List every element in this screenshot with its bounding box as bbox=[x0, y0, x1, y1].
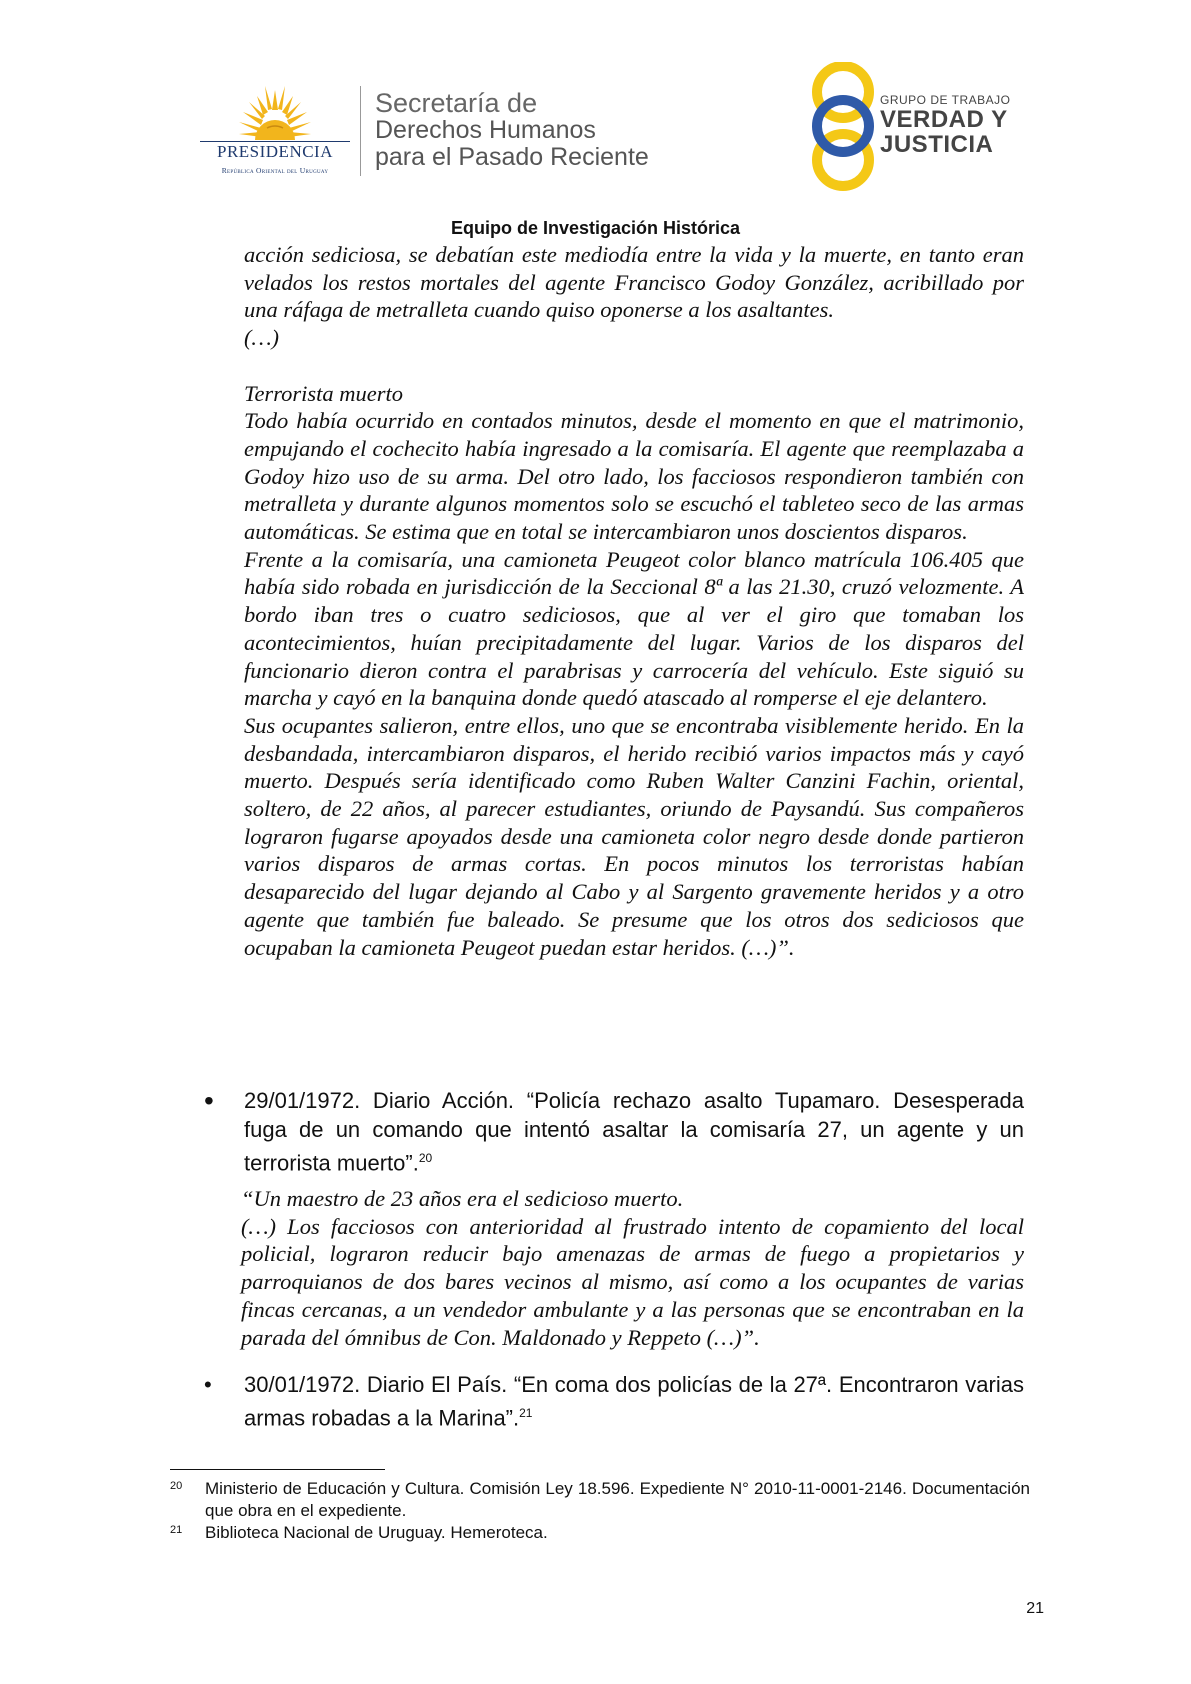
bullet-item-2 bbox=[204, 1370, 1024, 1432]
footnote-20 bbox=[170, 1478, 1030, 1522]
footnote-number: 21 bbox=[170, 1524, 183, 1536]
secretaria-line-3: para el Pasado Reciente bbox=[375, 143, 649, 171]
quote-block-1 bbox=[244, 241, 1024, 961]
team-title: Equipo de Investigación Histórica bbox=[450, 218, 741, 238]
presidencia-subtitle: República Oriental del Uruguay bbox=[221, 166, 329, 175]
quote-subheading: Terrorista muerto bbox=[244, 380, 403, 406]
quote-paragraph: “Un maestro de 23 años era el sedicioso muerto. bbox=[241, 1186, 684, 1211]
grupo-line-2: VERDAD Y bbox=[880, 106, 1008, 133]
footnote-text: Biblioteca Nacional de Uruguay. Hemeroteca. bbox=[205, 1523, 548, 1542]
footnotes bbox=[170, 1478, 1030, 1544]
quote-paragraph: Todo había ocurrido en contados minutos, desde el momento en que el matrimonio, empujando el cochecito había ingresado a la comisaría. El agente que reemplazaba a Godoy hizo uso de su arma. Del otro lado, los facciosos respondieron también con metralleta y durante algunos momentos solo se escuchó el tableteo seco de las armas automáticas. Se estima que en total se intercambiaron unos doscientos disparos. bbox=[244, 408, 1024, 545]
paragraph-gap bbox=[244, 352, 1024, 380]
footnote-ref[interactable]: 20 bbox=[418, 1151, 433, 1165]
footnote-number: 20 bbox=[170, 1480, 183, 1492]
secretaria-line-1: Secretaría de bbox=[375, 88, 538, 118]
secretaria-line-2: Derechos Humanos bbox=[375, 116, 596, 144]
footnote-text: Ministerio de Educación y Cultura. Comisión Ley 18.596. Expediente N° 2010-11-0001-2146. Documentación que obra en el expediente. bbox=[205, 1479, 1030, 1520]
quote-paragraph: Frente a la comisaría, una camioneta Peugeot color blanco matrícula 106.405 que había sido robada en jurisdicción de la Seccional 8ª a las 21.30, cruzó velozmente. A bordo iban tres o cuatro sediciosos, que al ver el giro que tomaban los acontecimientos, huían precipitadamente del lugar. Varios de los disparos del funcionario dieron contra el parabrisas y carrocería del vehículo. Este siguió su marcha y cayó en la banquina donde quedó atascado al romperse el eje delantero. bbox=[244, 546, 1024, 711]
page-header bbox=[0, 0, 1191, 240]
footnote-ref[interactable]: 21 bbox=[519, 1406, 533, 1420]
presidencia-logo bbox=[195, 82, 355, 182]
secretaria-logo-text bbox=[375, 90, 649, 171]
grupo-line-1: GRUPO DE TRABAJO bbox=[880, 93, 1011, 107]
bullet-item-1 bbox=[204, 1086, 1024, 1177]
grupo-logo-text bbox=[880, 93, 1010, 157]
header-divider bbox=[360, 86, 361, 176]
bullet-text: 29/01/1972. Diario Acción. “Policía rechazo asalto Tupamaro. Desesperada fuga de un comando que intentó asaltar la comisaría 27, un agente y un terrorista muerto”. bbox=[244, 1088, 1024, 1176]
presidencia-name: PRESIDENCIA bbox=[216, 142, 333, 161]
bullet-dot: • bbox=[204, 1085, 214, 1116]
quote-paragraph: (…) bbox=[244, 325, 279, 351]
grupo-line-3: JUSTICIA bbox=[880, 131, 994, 158]
page-number: 21 bbox=[1026, 1600, 1044, 1617]
footnote-separator bbox=[170, 1469, 385, 1470]
bullet-dot: • bbox=[204, 1372, 212, 1397]
bullet-text: 30/01/1972. Diario El País. “En coma dos policías de la 27ª. Encontraron varias armas robadas a la Marina”. bbox=[244, 1372, 1024, 1431]
quote-block-2 bbox=[241, 1185, 1024, 1351]
quote-paragraph: (…) Los facciosos con anterioridad al frustrado intento de copamiento del local policial, lograron reducir bajo amenazas de armas de fuego a propietarios y parroquianos de dos bares vecinos al mismo, así como a los ocupantes de varias fincas cercanas, a un vendedor ambulante y a las personas que se encontraban en la parada del ómnibus de Con. Maldonado y Reppeto (…)”. bbox=[241, 1213, 1024, 1350]
quote-paragraph: acción sediciosa, se debatían este mediodía entre la vida y la muerte, en tanto eran velados los restos mortales del agente Francisco Godoy González, acribillado por una ráfaga de metralleta cuando quiso oponerse a los asaltantes. bbox=[244, 242, 1024, 323]
footnote-21 bbox=[170, 1522, 1030, 1544]
quote-paragraph: Sus ocupantes salieron, entre ellos, uno que se encontraba visiblemente herido. En la desbandada, intercambiaron disparos, el herido recibió varios impactos más y cayó muerto. Después sería identificado como Ruben Walter Canzini Fachin, oriental, soltero, de 22 años, al parecer estudiantes, oriundo de Paysandú. Sus compañeros lograron fugarse apoyados desde una camioneta color negro desde donde partieron varios disparos de armas cortas. En pocos minutos los terroristas habían desaparecido del lugar dejando al Cabo y al Sargento gravemente heridos y a otro agente que también fue baleado. Se presume que los otros dos sediciosos que ocupaban la camioneta Peugeot puedan estar heridos. (…)”. bbox=[244, 712, 1024, 960]
